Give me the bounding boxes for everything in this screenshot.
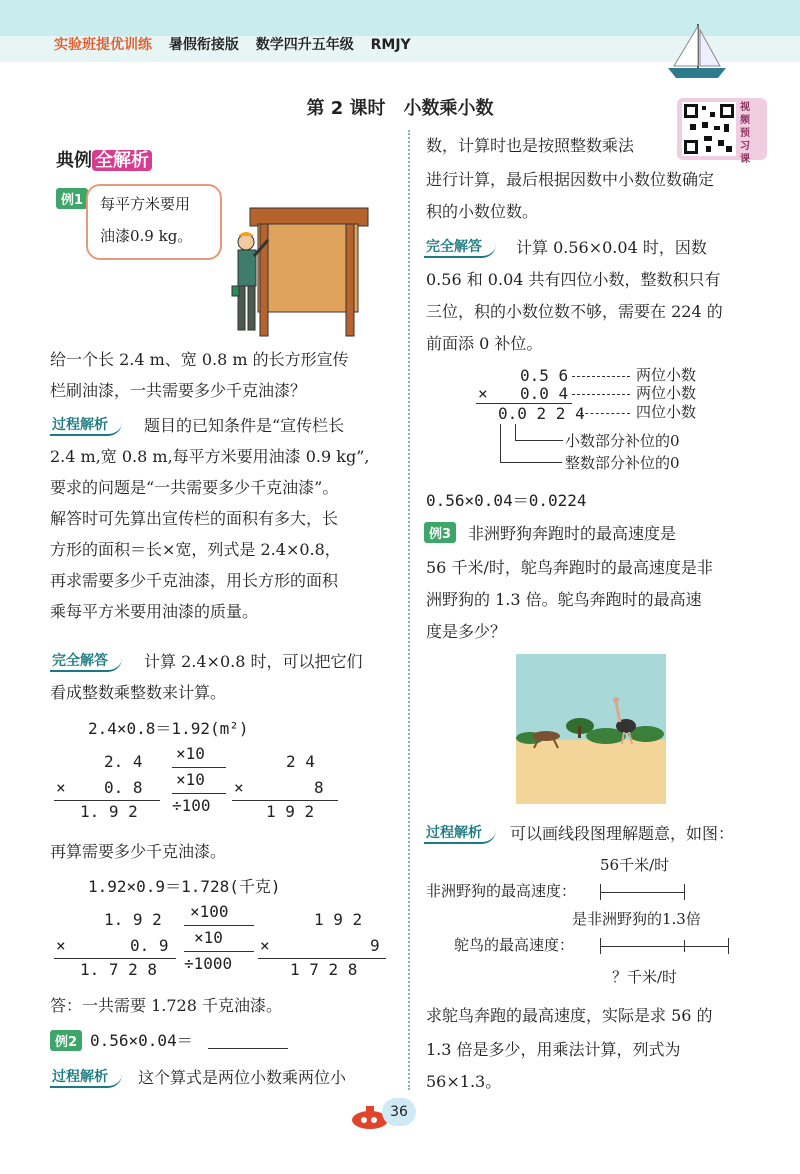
ex1-question-line-1: 给一个长 2.4 m、宽 0.8 m 的长方形宣传 bbox=[50, 350, 349, 369]
ex3-question-line-4: 度是多少？ bbox=[426, 622, 507, 641]
ex1-question-line-2: 栏刷油漆，一共需要多少千克油漆？ bbox=[50, 381, 307, 400]
calc1-rule bbox=[54, 800, 160, 801]
ex3-conclusion-line-2: 1.3 倍是多少，用乘法计算，列式为 bbox=[426, 1040, 681, 1059]
calc2-op1: ×100 bbox=[190, 902, 229, 921]
book-code: RMJY bbox=[370, 37, 411, 53]
ex2-question: 0.56×0.04＝ bbox=[90, 1031, 193, 1050]
ex1-equation-1: 2.4×0.8＝1.92(m²) bbox=[88, 719, 249, 738]
calc2-op2: ×10 bbox=[194, 928, 223, 947]
ostrich-savanna-illustration bbox=[516, 654, 666, 804]
ex1-analysis-line-7: 乘每平方米要用油漆的质量。 bbox=[50, 602, 259, 621]
ex1-analysis-tag: 过程解析 bbox=[50, 414, 122, 436]
calc2-ia: 1 9 2 bbox=[314, 910, 363, 929]
ex2-calc-times: × bbox=[478, 384, 488, 403]
ex2-note-2: 整数部分补位的0 bbox=[565, 454, 680, 472]
ex2-pointer-2-v bbox=[500, 424, 501, 462]
lesson-title: 第 2 课时 小数乘小数 bbox=[306, 98, 494, 119]
example-1-label: 例1 bbox=[56, 188, 88, 209]
edition: 暑假衔接版 bbox=[168, 37, 239, 53]
dog-segment bbox=[600, 892, 684, 893]
ex2-answer-line-2: 0.56 和 0.04 共有四位小数，整数积只有 bbox=[426, 270, 721, 289]
ostrich-segment-end bbox=[728, 938, 729, 954]
ex1-analysis-line-6: 再求需要多少千克油漆，用长方形的面积 bbox=[50, 571, 339, 590]
ex2-leader-a bbox=[572, 376, 630, 377]
calc1-arrow-1 bbox=[172, 767, 226, 768]
ex2-answer-line-3: 三位，积的小数位数不够，需要在 224 的 bbox=[426, 302, 723, 321]
diagram-top-label: 56千米/时 bbox=[600, 856, 670, 874]
example-3-label: 例3 bbox=[424, 522, 456, 543]
calc1-op3: ÷100 bbox=[172, 796, 211, 815]
calc1-b: 0. 8 bbox=[104, 778, 143, 797]
ex2-leader-r bbox=[580, 413, 630, 414]
dog-segment-start bbox=[600, 884, 601, 900]
ex3-question-line-2: 56 千米/时，鸵鸟奔跑时的最高速度是非 bbox=[426, 558, 713, 577]
ex1-answer-tag: 完全解答 bbox=[50, 650, 122, 672]
painter-billboard-illustration bbox=[224, 190, 372, 340]
ex3-conclusion-line-1: 求鸵鸟奔跑的最高速度，实际是求 56 的 bbox=[426, 1006, 713, 1025]
ex2-calc-b: 0.0 4 bbox=[520, 384, 569, 403]
ex2-result: 0.56×0.04＝0.0224 bbox=[426, 491, 587, 510]
calc2-rule-2 bbox=[258, 958, 386, 959]
ex2-pointer-2-h bbox=[500, 462, 562, 463]
calc2-times: × bbox=[56, 936, 66, 955]
diagram-ostrich-label: 鸵鸟的最高速度： bbox=[454, 936, 575, 954]
ex2-analysis-cont-1: 数，计算时也是按照整数乘法 bbox=[426, 136, 635, 155]
qr-code-icon[interactable] bbox=[682, 102, 736, 156]
qr-label: 视 频 预 习 课 bbox=[740, 102, 750, 165]
ex2-analysis-cont-3: 积的小数位数。 bbox=[426, 202, 539, 221]
calc2-rule bbox=[54, 958, 176, 959]
calc1-rule-2 bbox=[232, 800, 338, 801]
ex1-answer-line-1: 计算 2.4×0.8 时，可以把它们 bbox=[144, 652, 363, 671]
calc1-op2: ×10 bbox=[176, 770, 205, 789]
ex2-answer-line-4: 前面添 0 补位。 bbox=[426, 334, 543, 353]
ostrich-segment bbox=[600, 946, 728, 947]
ex2-answer-tag: 完全解答 bbox=[424, 236, 496, 258]
ex3-analysis-tag: 过程解析 bbox=[424, 822, 496, 844]
calc2-times-2: × bbox=[260, 936, 270, 955]
ex1-equation-2: 1.92×0.9＝1.728(千克) bbox=[88, 877, 281, 896]
ex1-mid-text: 再算需要多少千克油漆。 bbox=[50, 842, 227, 861]
diagram-dog-label: 非洲野狗的最高速度： bbox=[426, 882, 577, 900]
ex1-analysis-line-1: 题目的已知条件是“宣传栏长 bbox=[144, 416, 345, 435]
dog-segment-end bbox=[684, 884, 685, 900]
ex2-analysis-tag: 过程解析 bbox=[50, 1066, 122, 1088]
ex2-leader-b bbox=[572, 394, 630, 395]
ex1-analysis-line-4: 解答时可先算出宣传栏的面积有多大，长 bbox=[50, 509, 339, 528]
calc1-times-2: × bbox=[234, 778, 244, 797]
ex2-answer-line-1: 计算 0.56×0.04 时，因数 bbox=[516, 238, 707, 257]
column-divider bbox=[408, 130, 410, 1090]
ex2-label-a: 两位小数 bbox=[636, 366, 697, 384]
calc1-ia: 2 4 bbox=[286, 752, 315, 771]
example-2-label: 例2 bbox=[50, 1030, 82, 1051]
calc2-ir: 1 7 2 8 bbox=[290, 960, 358, 979]
page-number: 36 bbox=[382, 1098, 416, 1126]
calc2-b: 0. 9 bbox=[130, 936, 169, 955]
section-heading: 典例 全解析 bbox=[56, 146, 152, 172]
bubble-line-1: 每平方米要用 bbox=[100, 195, 191, 213]
ex2-label-r: 四位小数 bbox=[636, 403, 697, 421]
calc1-times: × bbox=[56, 778, 66, 797]
ex3-question-line-3: 洲野狗的 1.3 倍。鸵鸟奔跑时的最高速 bbox=[426, 590, 702, 609]
ex2-analysis-cont-2: 进行计算，最后根据因数中小数位数确定 bbox=[426, 170, 715, 189]
header-text bbox=[54, 34, 423, 54]
ex2-note-1: 小数部分补位的0 bbox=[565, 432, 680, 450]
calc1-r: 1. 9 2 bbox=[80, 802, 138, 821]
ex2-calc-r: 0.0 2 2 4 bbox=[498, 404, 585, 423]
calc1-ir: 1 9 2 bbox=[266, 802, 315, 821]
ex1-answer-line-2: 看成整数乘整数来计算。 bbox=[50, 683, 227, 702]
ex3-analysis-start: 可以画线段图理解题意，如图： bbox=[510, 824, 735, 843]
subject: 数学四升五年级 bbox=[255, 37, 354, 53]
ex1-analysis-line-5: 方形的面积＝长×宽，列式是 2.4×0.8， bbox=[50, 540, 341, 559]
calc2-ib: 9 bbox=[370, 936, 380, 955]
calc2-r: 1. 7 2 8 bbox=[80, 960, 158, 979]
ex2-analysis-start: 这个算式是两位小数乘两位小 bbox=[138, 1068, 347, 1087]
calc1-op1: ×10 bbox=[176, 744, 205, 763]
calc1-arrow-2 bbox=[172, 793, 226, 794]
ex1-final-answer: 答：一共需要 1.728 千克油漆。 bbox=[50, 996, 282, 1015]
calc1-ib: 8 bbox=[314, 778, 324, 797]
ostrich-segment-start bbox=[600, 938, 601, 954]
diagram-mid-label: 是非洲野狗的1.3倍 bbox=[572, 910, 701, 928]
ex2-calc-a: 0.5 6 bbox=[520, 366, 569, 385]
calc2-arrow-2 bbox=[184, 951, 254, 952]
ex2-answer-blank[interactable] bbox=[208, 1048, 288, 1049]
ex1-analysis-line-2: 2.4 m,宽 0.8 m,每平方米要用油漆 0.9 kg”, bbox=[50, 447, 370, 466]
calc2-arrow-1 bbox=[184, 925, 254, 926]
diagram-bottom-label: ？千米/时 bbox=[612, 968, 678, 986]
ex1-analysis-line-3: 要求的问题是“一共需要多少千克油漆”。 bbox=[50, 478, 339, 497]
ex3-question-line-1: 非洲野狗奔跑时的最高速度是 bbox=[468, 524, 677, 543]
calc1-a: 2. 4 bbox=[104, 752, 143, 771]
ostrich-segment-mark bbox=[684, 940, 685, 952]
brand-name: 实验班提优训练 bbox=[54, 37, 152, 53]
ex2-pointer-1-h bbox=[515, 440, 563, 441]
bubble-line-2: 油漆0.9 kg。 bbox=[100, 227, 193, 245]
sailboat-icon bbox=[662, 20, 732, 82]
calc2-a: 1. 9 2 bbox=[104, 910, 162, 929]
ex2-label-b: 两位小数 bbox=[636, 384, 697, 402]
calc2-op3: ÷1000 bbox=[184, 954, 233, 973]
ex3-conclusion-line-3: 56×1.3。 bbox=[426, 1072, 502, 1091]
ex2-pointer-1-v bbox=[515, 424, 516, 440]
